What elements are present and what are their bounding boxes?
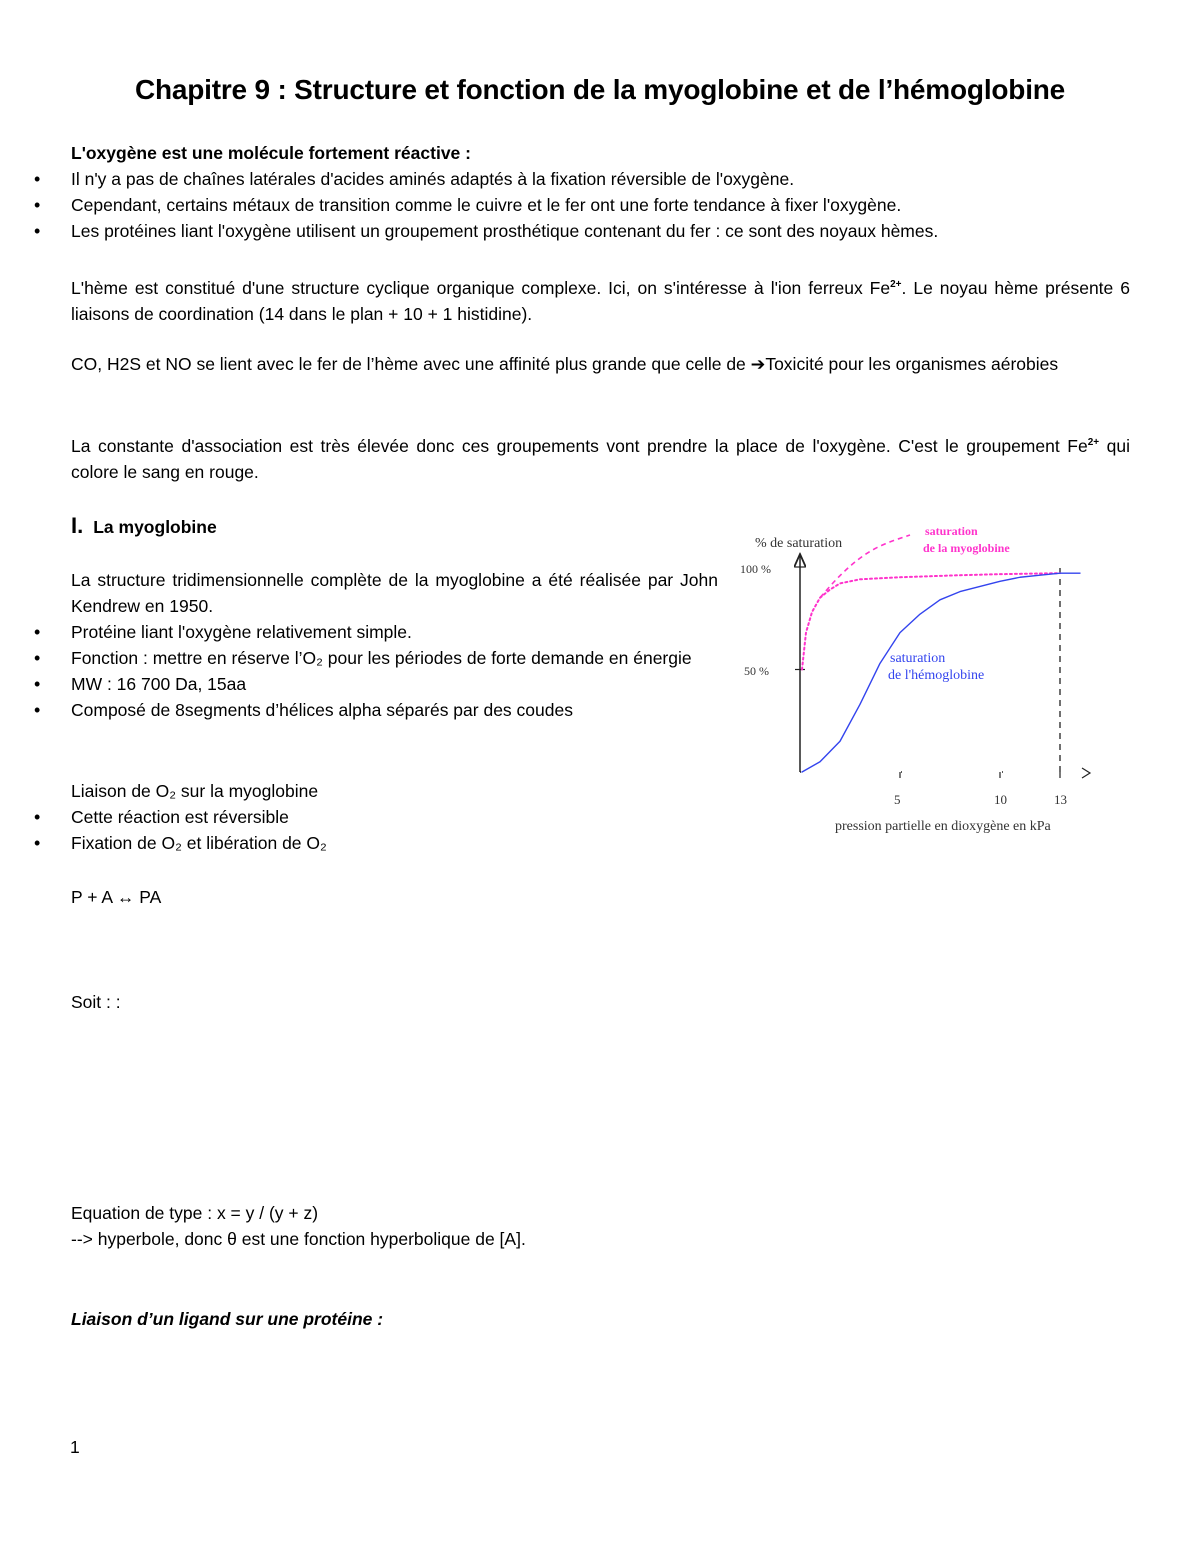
y-tick-label: 100 % xyxy=(740,562,771,576)
soit-line: Soit : : xyxy=(71,992,121,1012)
bullet-icon: • xyxy=(34,833,41,853)
arrow-icon: ➔ xyxy=(750,354,766,374)
list-item: • Cette réaction est réversible xyxy=(0,804,700,830)
x-tick-label: 5 xyxy=(894,792,901,807)
bullet-icon: • xyxy=(34,807,41,827)
list-item: • Protéine liant l'oxygène relativement simple. xyxy=(0,619,718,645)
bullet-icon: • xyxy=(34,622,41,642)
liaison-heading: Liaison de O₂ sur la myoglobine xyxy=(71,781,319,801)
page-number: 1 xyxy=(70,1437,80,1457)
bullet-icon: • xyxy=(34,169,41,189)
x-axis-label: pression partielle en dioxygène en kPa xyxy=(835,819,1051,834)
bullet-icon: • xyxy=(34,674,41,694)
list-item: • Composé de 8segments d’hélices alpha séparés par des coudes xyxy=(0,697,718,723)
list-item: • Les protéines liant l'oxygène utilisent un groupement prosthétique contenant du fer : ce sont des noyaux hèmes. xyxy=(0,218,1130,244)
intro-heading: L'oxygène est une molécule fortement réactive : xyxy=(71,143,471,163)
y-tick-label: 50 % xyxy=(744,664,769,678)
liaison-bullet-list xyxy=(0,804,700,856)
chart-axes xyxy=(800,554,1090,778)
toxicity-paragraph: CO, H2S et NO se lient avec le fer de l’hème avec une affinité plus grande que celle de ➔Toxicité pour les organismes aérobies xyxy=(71,354,1059,374)
series-label: saturation xyxy=(925,524,978,538)
list-item: • Fixation de O₂ et libération de O₂ xyxy=(0,830,700,856)
bullet-icon: • xyxy=(34,700,41,720)
equation-reaction: P + A ↔ PA xyxy=(71,887,162,907)
equation-type: Equation de type : x = y / (y + z) xyxy=(71,1203,319,1223)
myoglobine-bullet-list xyxy=(0,619,718,723)
y-axis-label: % de saturation xyxy=(755,536,843,551)
page-title: Chapitre 9 : Structure et fonction de la myoglobine et de l’hémoglobine xyxy=(134,74,1066,105)
bullet-icon: • xyxy=(34,221,41,241)
heme-paragraph: L'hème est constitué d'une structure cyclique organique complexe. Ici, on s'intéresse à l'ion ferreux $Fe^{2+}$. Le noyau hème présente 6 liaisons de coordination (14 dans le plan + 10 + 1 histidine). xyxy=(71,278,1130,324)
x-tick-label: 10 xyxy=(994,792,1007,807)
list-item: • Il n'y a pas de chaînes latérales d'acides aminés adaptés à la fixation réversible de l'oxygène. xyxy=(0,166,1130,192)
list-item: • Cependant, certains métaux de transition comme le cuivre et le fer ont une forte tendance à fixer l'oxygène. xyxy=(0,192,1130,218)
x-axis-arrow-icon xyxy=(1082,768,1090,778)
association-paragraph: La constante d'association est très élevée donc ces groupements vont prendre la place de l'oxygène. C'est le groupement $Fe^{2+}$ qui colore le sang en rouge. xyxy=(71,436,1131,482)
list-item: • MW : 16 700 Da, 15aa xyxy=(0,671,718,697)
section-heading-myoglobine: I. La myoglobine xyxy=(71,513,217,538)
list-item: • Fonction : mettre en réserve l’O₂ pour les périodes de forte demande en énergie xyxy=(0,645,718,671)
saturation-chart xyxy=(730,510,1130,850)
hyperbole-line: --> hyperbole, donc θ est une fonction hyperbolique de [A]. xyxy=(71,1229,526,1249)
kendrew-paragraph: La structure tridimensionnelle complète de la myoglobine a été réalisée par John Kendrew en 1950. xyxy=(71,570,718,616)
series-label: saturation xyxy=(890,651,946,666)
ligand-heading: Liaison d’un ligand sur une protéine : xyxy=(71,1309,384,1329)
series-label: de la myoglobine xyxy=(923,541,1010,555)
bullet-icon: • xyxy=(34,648,41,668)
series-label: de l'hémoglobine xyxy=(888,668,985,683)
intro-bullet-list xyxy=(0,166,1130,244)
x-tick-label: 13 xyxy=(1054,792,1067,807)
bullet-icon: • xyxy=(34,195,41,215)
